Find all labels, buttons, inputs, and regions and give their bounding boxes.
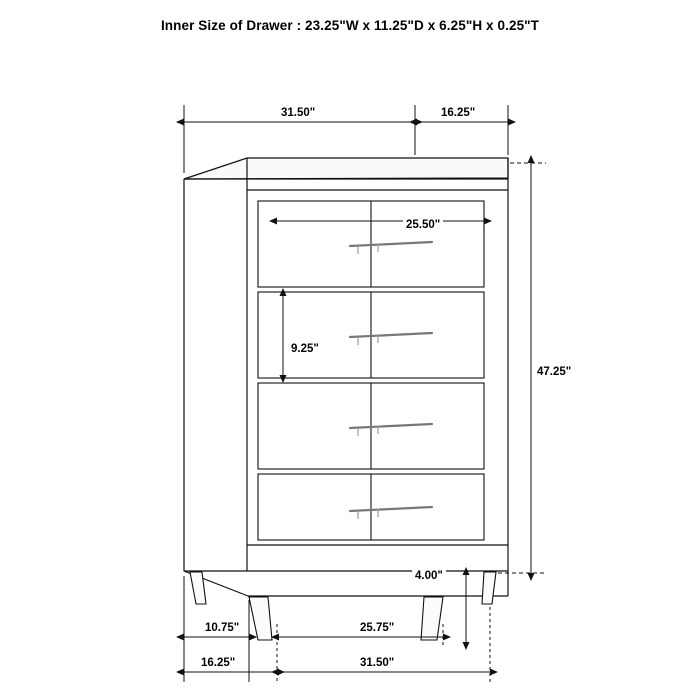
leg-back-left [190, 572, 206, 604]
dim-label-leg-height: 4.00" [412, 570, 446, 583]
dim-label-top-depth: 16.25" [438, 107, 478, 120]
dim-label-drawer-height: 9.25" [288, 343, 322, 356]
page-title: Inner Size of Drawer : 23.25"W x 11.25"D x 6.25"H x 0.25"T [160, 18, 540, 33]
chest-left-side [184, 179, 248, 596]
dim-label-top-width: 31.50" [278, 107, 318, 120]
dim-label-drawer-width: 25.50" [403, 219, 443, 232]
dim-label-bottom-width: 31.50" [357, 657, 397, 670]
dim-label-base-depth: 10.75" [202, 622, 242, 635]
leg-back-right [482, 572, 496, 604]
drawer-fronts [258, 201, 484, 540]
leg-front-left [249, 597, 272, 640]
dim-label-bottom-depth: 16.25" [198, 657, 238, 670]
leg-front-right [421, 597, 443, 640]
dim-label-overall-height: 47.25" [534, 366, 574, 379]
chest-top-panel [184, 158, 508, 179]
dim-label-base-front-width: 25.75" [357, 622, 397, 635]
